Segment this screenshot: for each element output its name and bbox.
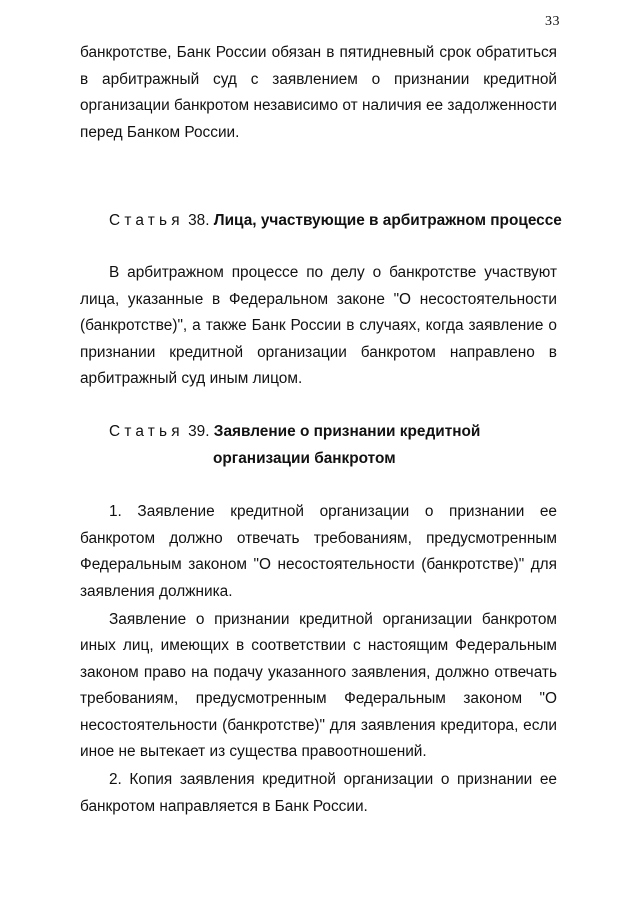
article-39-number: 39.: [188, 422, 210, 440]
article-38-number: 38.: [188, 212, 210, 230]
article-38-heading: [80, 208, 562, 235]
article-38-paragraph: В арбитражном процессе по делу о банкротстве участвуют лица, указанные в Федеральном законе "О несостоятельности (банкротстве)", а также Банк России в случаях, когда заявление о признании кредитной организации банкротом направлено в арбитражный суд иным лицом.: [80, 263, 557, 388]
article-39-paragraph-2: Заявление о признании кредитной организации банкротом иных лиц, имеющих в соответствии с настоящим Федеральным законом право на подачу указанного заявления, должно отвечать требованиям, предусмотренным Федеральным законом "О несостоятельности (банкротстве)" для заявления кредитора, если иное не вытекает из существа правоотношений.: [80, 610, 557, 761]
article-39-label: Статья: [109, 422, 184, 440]
article-39-paragraph-3: 2. Копия заявления кредитной организации о признании ее банкротом направляется в Банк России.: [80, 771, 557, 815]
article-38-label: Статья: [109, 212, 184, 230]
page-number: 33: [545, 14, 560, 29]
article-38-title: Лица, участвующие в арбитражном процессе: [213, 212, 562, 230]
article-39-title-line2: организации банкротом: [213, 449, 396, 467]
document-body: [80, 40, 562, 820]
article-39-title-line1: Заявление о признании кредитной: [213, 422, 481, 440]
article-39-heading: [80, 419, 557, 446]
intro-paragraph: банкротстве, Банк России обязан в пятидневный срок обратиться в арбитражный суд с заявлением о признании кредитной организации банкротом независимо от наличия ее задолженности перед Банком России.: [80, 44, 557, 141]
article-39-paragraph-1: 1. Заявление кредитной организации о признании ее банкротом должно отвечать требованиям, предусмотренным Федеральным законом "О несостоятельности (банкротстве)" для заявления должника.: [80, 503, 557, 600]
